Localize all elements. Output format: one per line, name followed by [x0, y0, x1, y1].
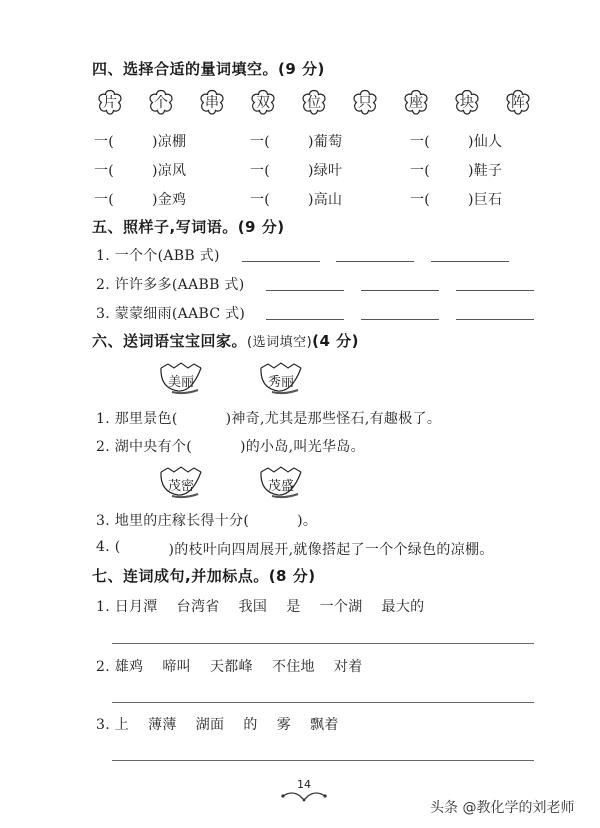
word-pattern-prompt: 2. 许许多多(AABB 式) [96, 277, 245, 293]
sentence-words: 1. 日月潭 台湾省 我国 是 一个湖 最大的 [96, 599, 425, 615]
word-answer-blank[interactable] [266, 290, 344, 291]
measure-prefix: 一( [94, 192, 115, 208]
measure-word-blank[interactable] [116, 131, 150, 149]
word-answer-blank[interactable] [456, 319, 534, 320]
word-answer-blank[interactable] [242, 261, 320, 262]
section-7-title: 七、连词成句,并加标点。(8 分) [92, 567, 316, 585]
option-label: 个 [154, 95, 168, 111]
measure-word-option [249, 88, 277, 116]
sentence-end: )。 [297, 513, 318, 529]
sentence-words: 2. 雄鸡 啼叫 天都峰 不住地 对着 [96, 659, 363, 675]
measure-prefix: 一( [250, 163, 271, 179]
sentence-start: 2. 湖中央有个( [96, 439, 192, 455]
measure-prefix: 一( [250, 192, 271, 208]
measure-word-option [147, 88, 175, 116]
fill-sentence [96, 408, 441, 428]
option-label: 位 [307, 95, 321, 111]
word-bowl [258, 466, 304, 500]
measure-word-option [198, 88, 226, 116]
sentence-end: )的枝叶向四周展开,就像搭起了一个个绿色的凉棚。 [168, 542, 494, 558]
option-label: 双 [256, 95, 270, 111]
measure-prefix: 一( [410, 134, 431, 150]
sentence-blank[interactable] [192, 436, 240, 456]
bowl-word: 茂盛 [267, 479, 294, 494]
word-answer-blank[interactable] [336, 261, 414, 262]
section-6-title-score: (4 分) [312, 332, 360, 350]
word-bowl [158, 362, 204, 396]
measure-noun: )仙人 [468, 134, 503, 150]
bowl-word: 茂密 [167, 479, 194, 494]
sentence-blank[interactable] [249, 510, 297, 530]
measure-prefix: 一( [250, 134, 271, 150]
fill-sentence [96, 436, 365, 456]
measure-noun: )凉棚 [152, 134, 187, 150]
measure-word-option [402, 88, 430, 116]
sentence-answer-line[interactable] [112, 702, 534, 703]
measure-word-blank[interactable] [116, 160, 150, 178]
sentence-start: 4. ( [96, 539, 121, 555]
measure-word-blank[interactable] [432, 160, 466, 178]
option-label: 只 [358, 95, 372, 111]
measure-word-blank[interactable] [272, 189, 306, 207]
section-5-title: 五、照样子,写词语。(9 分) [92, 218, 285, 236]
section-6-title [92, 330, 359, 351]
page-number-ornament [280, 778, 328, 806]
measure-prefix: 一( [94, 134, 115, 150]
word-answer-blank[interactable] [361, 319, 439, 320]
sentence-words: 3. 上 薄薄 湖面 的 雾 飘着 [96, 717, 339, 733]
sentence-end: )神奇,尤其是那些怪石,有趣极了。 [225, 411, 442, 427]
option-label: 片 [103, 95, 117, 111]
section-6-title-main: 六、送词语宝宝回家。 [92, 332, 248, 350]
measure-word-blank[interactable] [116, 189, 150, 207]
sentence-start: 1. 那里景色( [96, 411, 178, 427]
measure-noun: )葡萄 [308, 134, 343, 150]
measure-word-option [453, 88, 481, 116]
measure-noun: )巨石 [468, 192, 503, 208]
sentence-blank[interactable] [178, 408, 226, 428]
fill-sentence [96, 539, 494, 559]
watermark: 头条 @教化学的刘老师 [430, 800, 575, 816]
measure-prefix: 一( [94, 163, 115, 179]
word-pattern-prompt: 3. 蒙蒙细雨(AABC 式) [96, 306, 246, 322]
measure-prefix: 一( [410, 163, 431, 179]
word-answer-blank[interactable] [361, 290, 439, 291]
measure-word-option [504, 88, 532, 116]
word-answer-blank[interactable] [456, 290, 534, 291]
measure-word-option [96, 88, 124, 116]
page-number: 14 [297, 778, 311, 791]
sentence-answer-line[interactable] [112, 760, 534, 761]
measure-word-blank[interactable] [272, 131, 306, 149]
word-answer-blank[interactable] [266, 319, 344, 320]
word-answer-blank[interactable] [431, 261, 509, 262]
word-bowl [158, 466, 204, 500]
section-6-title-sub: (选词填空) [247, 335, 313, 350]
word-pattern-prompt: 1. 一个个(ABB 式) [96, 248, 220, 264]
sentence-answer-line[interactable] [112, 643, 534, 644]
option-label: 块 [460, 95, 474, 111]
measure-word-option [351, 88, 379, 116]
fill-sentence [96, 510, 317, 530]
measure-noun: )高山 [308, 192, 343, 208]
measure-word-blank[interactable] [432, 131, 466, 149]
option-label: 阵 [511, 95, 525, 111]
section-4-title: 四、选择合适的量词填空。(9 分) [92, 60, 325, 78]
sentence-end: )的小岛,叫光华岛。 [239, 439, 365, 455]
option-label: 串 [205, 95, 219, 111]
measure-word-blank[interactable] [432, 189, 466, 207]
sentence-start: 3. 地里的庄稼长得十分( [96, 513, 250, 529]
measure-noun: )绿叶 [308, 163, 343, 179]
word-bowl [258, 362, 304, 396]
measure-noun: )金鸡 [152, 192, 187, 208]
measure-noun: )鞋子 [468, 163, 503, 179]
option-label: 座 [409, 95, 423, 111]
measure-noun: )凉风 [152, 163, 187, 179]
measure-word-blank[interactable] [272, 160, 306, 178]
measure-word-option [300, 88, 328, 116]
bowl-word: 秀丽 [267, 375, 294, 390]
bowl-word: 美丽 [167, 375, 194, 390]
measure-prefix: 一( [410, 192, 431, 208]
sentence-blank[interactable] [120, 539, 168, 559]
